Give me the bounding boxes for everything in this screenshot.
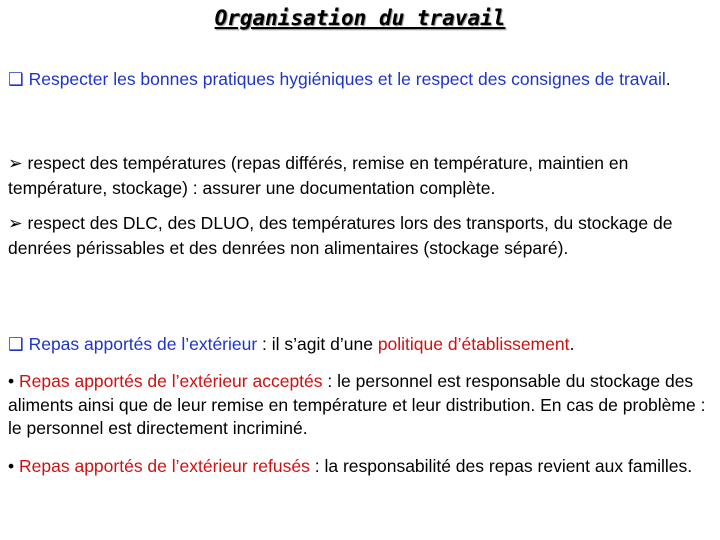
accepted-meals-heading: Repas apportés de l’extérieur acceptés — [19, 371, 323, 391]
external-meals-period: . — [569, 334, 575, 354]
paragraph-accepted-meals — [8, 370, 714, 441]
arrow-bullet-icon: ➢ — [8, 214, 23, 234]
dot-bullet-icon: • — [8, 371, 15, 391]
paragraph-dlc — [8, 212, 714, 260]
accepted-meals-text: : le personnel est responsable du stockage des aliments ainsi que de leur remise en température et leur distribution. En cas de problème : le personnel est directement incriminé. — [8, 371, 706, 438]
paragraph-temperatures — [8, 152, 714, 200]
external-meals-mid: : il s’agit d’une — [257, 334, 378, 354]
temperatures-text: respect des températures (repas différés, remise en température, maintien en température, stockage) : assurer une documentation complète. — [8, 153, 629, 198]
hygiene-period: . — [665, 69, 671, 89]
dlc-text: respect des DLC, des DLUO, des températures lors des transports, du stockage de denrées périssables et des denrées non alimentaires (stockage séparé). — [8, 213, 673, 258]
establishment-policy: politique d’établissement — [377, 334, 570, 354]
refused-meals-heading: Repas apportés de l’extérieur refusés — [19, 456, 310, 476]
refused-meals-text: : la responsabilité des repas revient aux familles. — [309, 456, 693, 476]
square-bullet-icon: ❑ — [8, 335, 24, 355]
hygiene-heading: Respecter les bonnes pratiques hygiéniques et le respect des consignes de travail — [28, 69, 666, 89]
page-title: Organisation du travail — [214, 6, 506, 30]
paragraph-hygiene — [8, 68, 714, 93]
paragraph-refused-meals — [8, 455, 714, 479]
arrow-bullet-icon: ➢ — [8, 154, 23, 174]
square-bullet-icon: ❑ — [8, 70, 24, 90]
external-meals-heading: Repas apportés de l’extérieur — [28, 334, 258, 354]
dot-bullet-icon: • — [8, 456, 15, 476]
paragraph-external-meals — [8, 333, 714, 358]
